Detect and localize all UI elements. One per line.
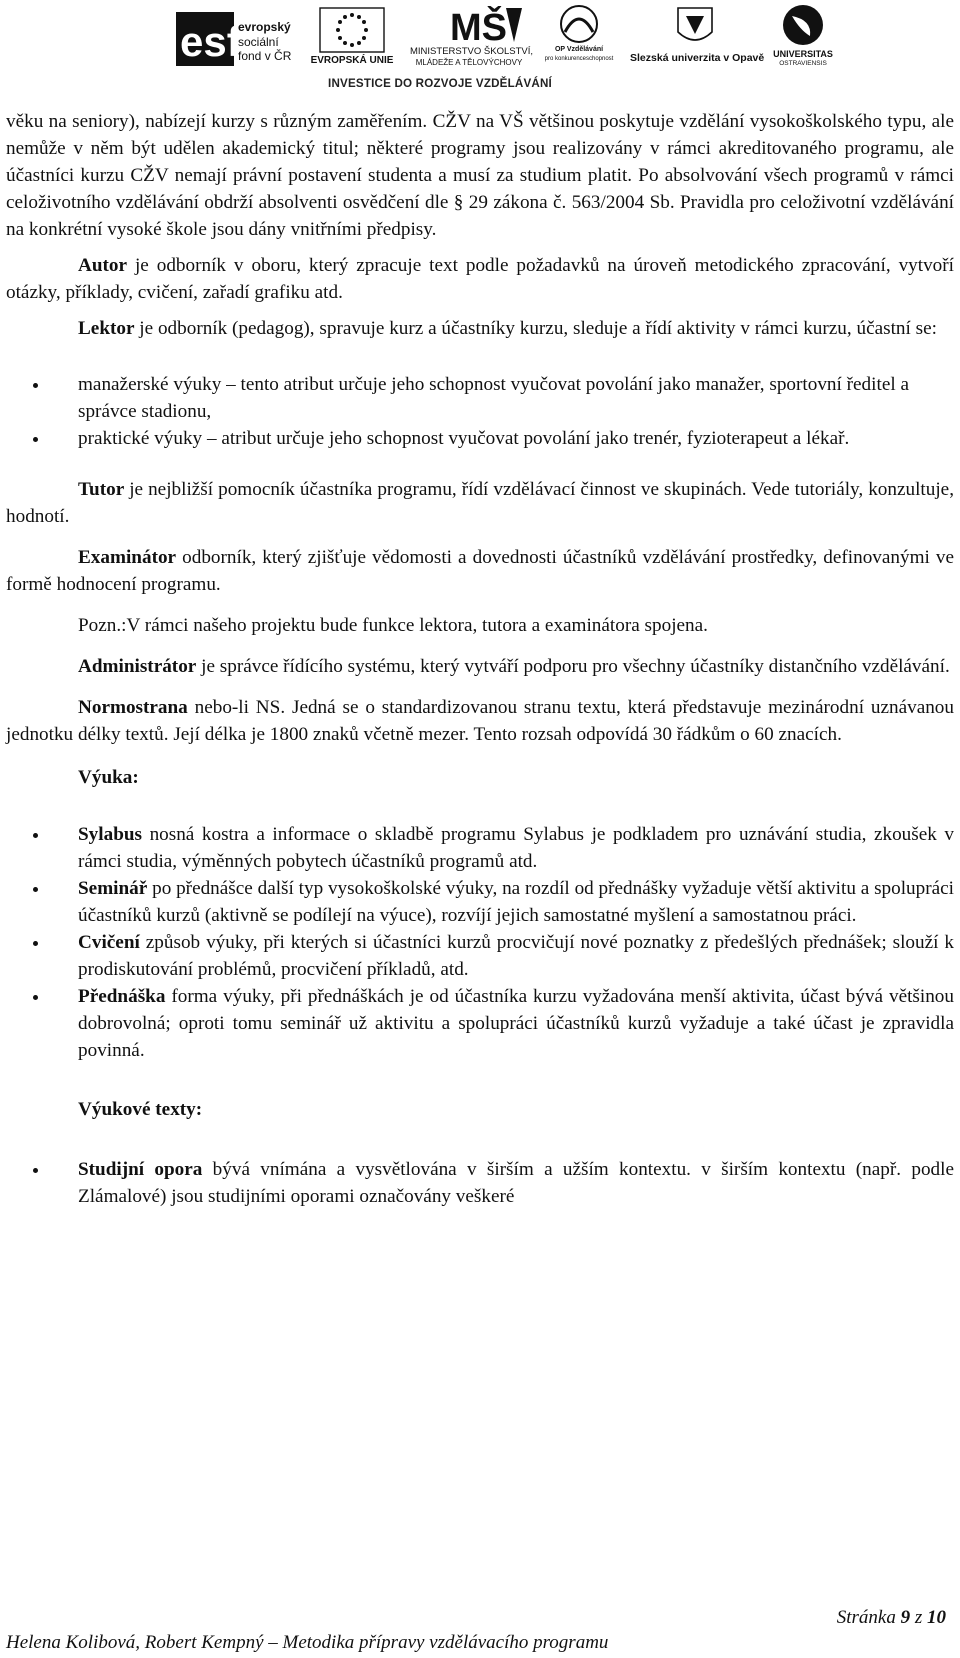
vyuka-list bbox=[6, 821, 954, 1064]
list-item: Studijní opora bývá vnímána a vysvětlována v širším a užším kontextu. v širším kontextu (např. podle Zlámalové) jsou studijními oporami označovány veškeré bbox=[6, 1156, 954, 1210]
term-examinator: Examinátor bbox=[78, 547, 177, 568]
msmt-logo bbox=[410, 2, 533, 74]
paragraph-lektor: Lektor je odborník (pedagog), spravuje kurz a účastníky kurzu, sleduje a řídí aktivity v rámci kurzu, účastní se: bbox=[78, 318, 937, 339]
lektor-list bbox=[6, 371, 954, 452]
term-administrator: Administrátor bbox=[78, 656, 197, 677]
paragraph-examinator: Examinátor odborník, který zjišťuje vědomosti a dovednosti účastníků vzdělávání prostředky, definovanými ve formě hodnocení programu. bbox=[6, 547, 954, 595]
heading-vyuka: Výuka: bbox=[78, 767, 139, 788]
msmt-line2: MLÁDEŽE A TĚLOVÝCHOVY bbox=[415, 58, 523, 67]
eu-logo bbox=[306, 2, 398, 74]
header-tagline: INVESTICE DO ROZVOJE VZDĚLÁVÁNÍ bbox=[328, 77, 552, 90]
list-item: Sylabus nosná kostra a informace o skladbě programu Sylabus je podkladem pro uznávání studia, zkoušek v rámci studia, výměnných pobytech účastníků programů atd. bbox=[6, 821, 954, 875]
ou-line2: OSTRAVIENSIS bbox=[779, 60, 827, 67]
svg-text:esf: esf bbox=[180, 18, 241, 65]
slu-label: Slezská univerzita v Opavě bbox=[630, 52, 765, 64]
term-studijni-opora: Studijní opora bbox=[78, 1159, 203, 1180]
list-item: manažerské výuky – tento atribut určuje jeho schopnost vyučovat povolání jako manažer, sportovní ředitel a správce stadionu, bbox=[6, 371, 954, 425]
svg-text:MŠ: MŠ bbox=[450, 7, 507, 46]
document-body bbox=[6, 108, 954, 1210]
paragraph-normostrana: Normostrana nebo-li NS. Jedná se o standardizovanou stranu textu, která představuje mezinárodní uznávanou jednotku délky textů. Její délka je 1800 znaků včetně mezer. Tento rozsah odpovídá 30 řádkům o 60 znacích. bbox=[6, 697, 954, 745]
esf-word1: evropský bbox=[238, 20, 291, 34]
term-cviceni: Cvičení bbox=[78, 932, 140, 953]
term-sylabus: Sylabus bbox=[78, 824, 142, 845]
op-logo bbox=[540, 2, 618, 74]
slu-logo bbox=[630, 2, 765, 74]
footer-authors: Helena Kolibová, Robert Kempný – Metodika přípravy vzdělávacího programu bbox=[6, 1632, 609, 1653]
paragraph-autor: Autor je odborník v oboru, který zpracuje text podle požadavků na úroveň metodického zpracování, vytvoří otázky, příklady, cvičení, zařadí grafiku atd. bbox=[6, 255, 954, 303]
msmt-line1: MINISTERSTVO ŠKOLSTVÍ, bbox=[410, 46, 533, 57]
list-item: Přednáška forma výuky, při přednáškách je od účastníka kurzu vyžadována menší aktivita, účast bývá většinou dobrovolná; oproti tomu seminář už aktivitu a spolupráci účastníků kurzů vyžaduje a také účast je zpravidla povinná. bbox=[6, 983, 954, 1064]
page-number: Stránka 9 z 10 bbox=[836, 1607, 946, 1628]
op-line2: pro konkurenceschopnost bbox=[544, 56, 614, 62]
esf-word2: sociální bbox=[238, 35, 279, 49]
texty-list bbox=[6, 1156, 954, 1210]
term-normostrana: Normostrana bbox=[78, 697, 188, 718]
eu-label: EVROPSKÁ UNIE bbox=[310, 55, 394, 66]
paragraph-pozn: Pozn.:V rámci našeho projektu bude funkce lektora, tutora a examinátora spojena. bbox=[78, 615, 708, 636]
paragraph-administrator: Administrátor je správce řídícího systému, který vytváří podporu pro všechny účastníky distančního vzdělávání. bbox=[78, 656, 950, 677]
paragraph-czv: věku na seniory), nabízejí kurzy s různým zaměřením. CŽV na VŠ většinou poskytuje vzdělání vysokoškolského typu, ale nemůže v něm být udělen akademický titul; některé programy jsou realizovány v rámci akreditovaného programu, ale účastníci kurzu CŽV nemají právní postavení studenta a musí za studium platit. Po absolvování všech programů v rámci celoživotního vzdělávání obdrží absolventi osvědčení dle § 29 zákona č. 563/2004 Sb. Pravidla pro celoživotní vzdělávání na konkrétní vysoké škole jsou dány vnitřními předpisy. bbox=[6, 111, 954, 240]
list-item: Seminář po přednášce další typ vysokoškolské výuky, na rozdíl od přednášky vyžaduje větší aktivitu a spolupráci účastníků kurzů (aktivně se podílejí na výuce), rozvíjí jejich samostatné myšlení a samostatnou práci. bbox=[6, 875, 954, 929]
list-item: praktické výuky – atribut určuje jeho schopnost vyučovat povolání jako trenér, fyzioterapeut a lékař. bbox=[6, 425, 954, 452]
heading-vyukove-texty: Výukové texty: bbox=[78, 1099, 203, 1120]
esf-word3: fond v ČR bbox=[238, 49, 292, 63]
term-prednaska: Přednáška bbox=[78, 986, 166, 1007]
term-lektor: Lektor bbox=[78, 318, 135, 339]
term-tutor: Tutor bbox=[78, 479, 125, 500]
ou-logo bbox=[772, 2, 834, 74]
list-item: Cvičení způsob výuky, při kterých si účastníci kurzů procvičují nové poznatky z předešlých přednášek; slouží k prodiskutování problémů, procvičení příkladů, atd. bbox=[6, 929, 954, 983]
ou-line1: UNIVERSITAS bbox=[773, 49, 833, 59]
op-line1: OP Vzdělávání bbox=[554, 46, 604, 53]
paragraph-tutor: Tutor je nejbližší pomocník účastníka programu, řídí vzdělávací činnost ve skupinách. Vede tutoriály, konzultuje, hodnotí. bbox=[6, 479, 954, 527]
esf-logo bbox=[176, 2, 294, 74]
term-autor: Autor bbox=[78, 255, 128, 276]
term-seminar: Seminář bbox=[78, 878, 148, 899]
